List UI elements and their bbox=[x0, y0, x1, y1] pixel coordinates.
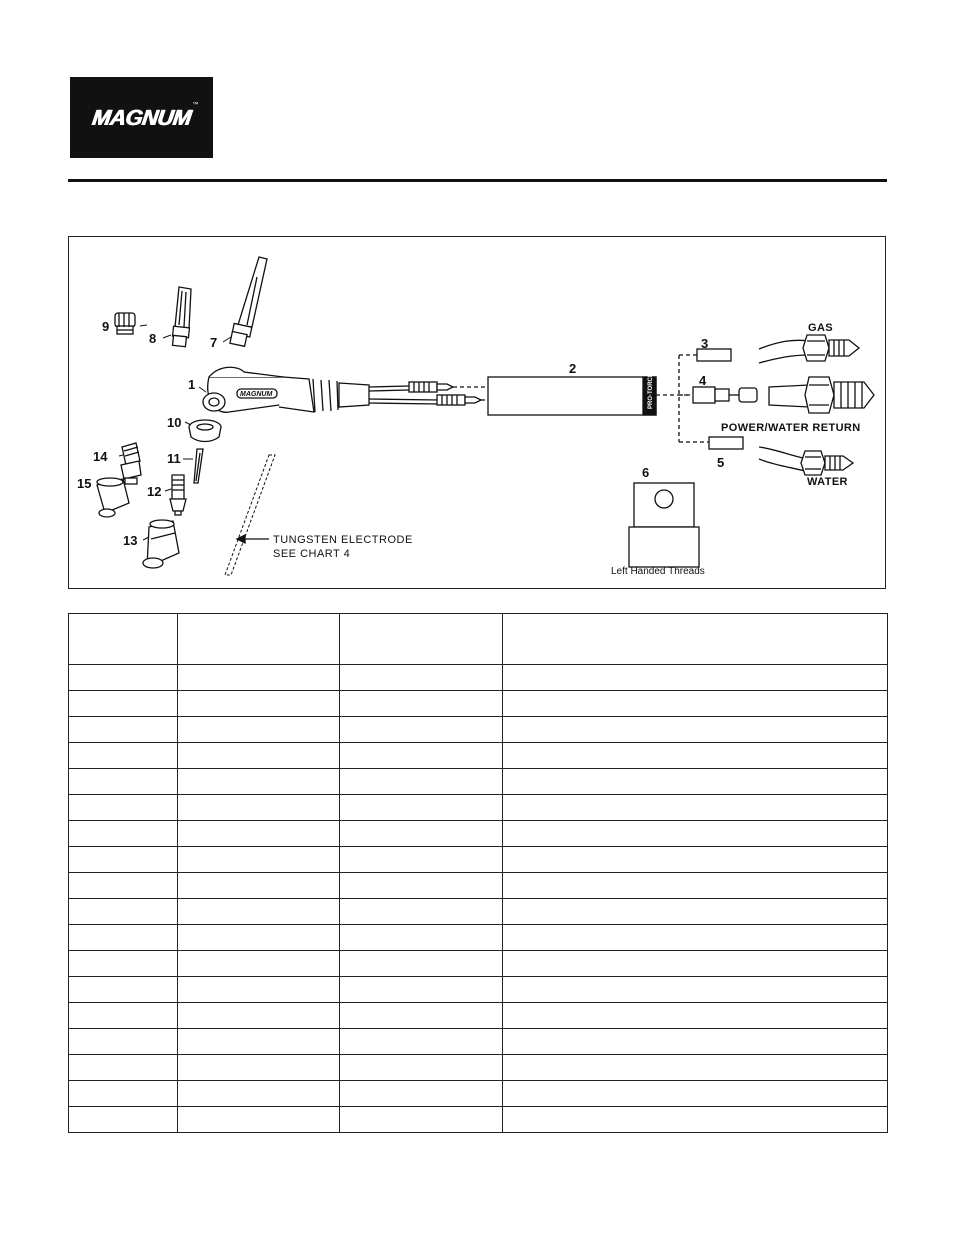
table-cell bbox=[340, 665, 503, 691]
table-cell bbox=[178, 717, 340, 743]
table-cell bbox=[178, 1107, 340, 1133]
table-cell bbox=[178, 1029, 340, 1055]
table-row bbox=[69, 951, 888, 977]
table-row bbox=[69, 925, 888, 951]
callout-2: 2 bbox=[569, 361, 577, 376]
table-header-row bbox=[69, 614, 888, 665]
gas-connection bbox=[759, 335, 859, 363]
table-cell bbox=[340, 899, 503, 925]
gas-label: GAS bbox=[808, 322, 834, 334]
electrode-note-line2: SEE CHART 4 bbox=[273, 548, 351, 560]
table-row bbox=[69, 847, 888, 873]
table-cell bbox=[69, 717, 178, 743]
power-water-return-label: POWER/WATER RETURN bbox=[721, 422, 861, 434]
logo-trademark: ™ bbox=[192, 101, 199, 108]
table-cell bbox=[178, 1055, 340, 1081]
table-row bbox=[69, 665, 888, 691]
table-cell bbox=[69, 769, 178, 795]
table-row bbox=[69, 795, 888, 821]
table-cell bbox=[69, 925, 178, 951]
table-cell bbox=[340, 743, 503, 769]
callout-12: 12 bbox=[147, 484, 162, 499]
callout-1: 1 bbox=[188, 377, 196, 392]
part-9-short-back-cap bbox=[115, 313, 135, 334]
table-row bbox=[69, 977, 888, 1003]
table-row bbox=[69, 1081, 888, 1107]
callout-6: 6 bbox=[642, 465, 650, 480]
table-cell bbox=[340, 821, 503, 847]
table-cell bbox=[503, 1003, 888, 1029]
part-13-nozzle bbox=[143, 520, 179, 568]
table-cell bbox=[503, 795, 888, 821]
table-cell bbox=[69, 873, 178, 899]
part-6-nut bbox=[629, 483, 699, 567]
table-cell bbox=[340, 873, 503, 899]
table-cell bbox=[178, 821, 340, 847]
table-cell bbox=[340, 977, 503, 1003]
table-cell bbox=[340, 1003, 503, 1029]
table-cell bbox=[69, 1055, 178, 1081]
callout-10: 10 bbox=[167, 415, 182, 430]
header-cell bbox=[178, 614, 340, 665]
table-cell bbox=[69, 1081, 178, 1107]
parts-table-body bbox=[69, 665, 888, 1133]
part-5-water-hose bbox=[709, 437, 743, 449]
exploded-parts-diagram bbox=[68, 236, 886, 589]
logo-text: MAGNUM bbox=[90, 104, 193, 130]
table-cell bbox=[503, 1081, 888, 1107]
part-14-gas-lens bbox=[121, 443, 141, 484]
table-cell bbox=[178, 691, 340, 717]
table-cell bbox=[178, 873, 340, 899]
table-cell bbox=[340, 925, 503, 951]
table-cell bbox=[69, 899, 178, 925]
table-cell bbox=[503, 951, 888, 977]
table-row bbox=[69, 1003, 888, 1029]
table-cell bbox=[503, 925, 888, 951]
table-cell bbox=[178, 899, 340, 925]
callout-8: 8 bbox=[149, 331, 157, 346]
callout-13: 13 bbox=[123, 533, 138, 548]
electrode-note-line1: TUNGSTEN ELECTRODE bbox=[273, 534, 413, 546]
callout-15: 15 bbox=[77, 476, 92, 491]
table-cell bbox=[69, 821, 178, 847]
table-row bbox=[69, 1055, 888, 1081]
table-cell bbox=[503, 743, 888, 769]
torch-body-label: MAGNUM bbox=[240, 391, 273, 398]
torch-diagram-svg bbox=[69, 237, 887, 590]
part-15-gas-lens-nozzle bbox=[97, 478, 129, 517]
table-cell bbox=[340, 1029, 503, 1055]
table-cell bbox=[340, 717, 503, 743]
table-cell bbox=[340, 1055, 503, 1081]
table-cell bbox=[503, 847, 888, 873]
callout-11: 11 bbox=[167, 451, 181, 466]
table-row bbox=[69, 821, 888, 847]
header-cell bbox=[340, 614, 503, 665]
table-cell bbox=[503, 691, 888, 717]
table-cell bbox=[178, 769, 340, 795]
table-row bbox=[69, 873, 888, 899]
table-cell bbox=[178, 847, 340, 873]
water-label: WATER bbox=[807, 476, 848, 488]
table-cell bbox=[69, 847, 178, 873]
part-11-collet bbox=[194, 449, 203, 483]
table-cell bbox=[69, 665, 178, 691]
table-row bbox=[69, 769, 888, 795]
callout-5: 5 bbox=[717, 455, 725, 470]
table-row bbox=[69, 691, 888, 717]
part-4-power-water-return bbox=[693, 377, 874, 413]
callout-9: 9 bbox=[102, 319, 110, 334]
table-row bbox=[69, 1107, 888, 1133]
part-7-long-back-cap bbox=[230, 257, 267, 346]
table-cell bbox=[69, 977, 178, 1003]
table-cell bbox=[340, 847, 503, 873]
table-row bbox=[69, 1029, 888, 1055]
table-cell bbox=[178, 1081, 340, 1107]
cable-cover-label: PRO-TORCH bbox=[648, 372, 654, 409]
table-cell bbox=[69, 795, 178, 821]
table-cell bbox=[503, 873, 888, 899]
table-cell bbox=[340, 1081, 503, 1107]
table-cell bbox=[503, 717, 888, 743]
table-cell bbox=[69, 951, 178, 977]
table-cell bbox=[69, 743, 178, 769]
water-connection bbox=[759, 447, 853, 475]
callout-3: 3 bbox=[701, 336, 709, 351]
table-cell bbox=[503, 1029, 888, 1055]
left-handed-threads-note: Left Handed Threads bbox=[611, 566, 705, 577]
table-cell bbox=[503, 665, 888, 691]
tungsten-electrode bbox=[225, 455, 275, 575]
table-cell bbox=[503, 1055, 888, 1081]
table-cell bbox=[340, 691, 503, 717]
table-cell bbox=[503, 1107, 888, 1133]
table-cell bbox=[340, 769, 503, 795]
table-cell bbox=[503, 821, 888, 847]
table-row bbox=[69, 717, 888, 743]
part-12-collet-body bbox=[170, 475, 186, 515]
part-2-cable-cover bbox=[488, 377, 656, 415]
table-cell bbox=[503, 977, 888, 1003]
table-cell bbox=[178, 1003, 340, 1029]
table-cell bbox=[69, 1029, 178, 1055]
header-cell bbox=[503, 614, 888, 665]
callout-7: 7 bbox=[210, 335, 218, 350]
table-cell bbox=[69, 691, 178, 717]
table-cell bbox=[178, 925, 340, 951]
electrode-arrow bbox=[237, 535, 269, 543]
table-cell bbox=[340, 951, 503, 977]
header-rule bbox=[68, 179, 887, 182]
table-cell bbox=[69, 1107, 178, 1133]
callout-4: 4 bbox=[699, 373, 707, 388]
table-cell bbox=[340, 1107, 503, 1133]
table-cell bbox=[178, 951, 340, 977]
table-cell bbox=[178, 977, 340, 1003]
table-cell bbox=[340, 795, 503, 821]
table-row bbox=[69, 743, 888, 769]
header-cell bbox=[69, 614, 178, 665]
table-cell bbox=[503, 899, 888, 925]
torch-hoses bbox=[369, 382, 481, 405]
parts-table bbox=[68, 613, 888, 1133]
table-row bbox=[69, 899, 888, 925]
table-cell bbox=[69, 1003, 178, 1029]
table-cell bbox=[178, 795, 340, 821]
part-10-insulator bbox=[189, 420, 221, 442]
part-8-medium-back-cap bbox=[173, 287, 191, 347]
table-cell bbox=[503, 769, 888, 795]
table-cell bbox=[178, 743, 340, 769]
part-1-torch-body bbox=[203, 367, 369, 412]
table-cell bbox=[178, 665, 340, 691]
callout-14: 14 bbox=[93, 449, 108, 464]
magnum-logo bbox=[70, 77, 213, 158]
